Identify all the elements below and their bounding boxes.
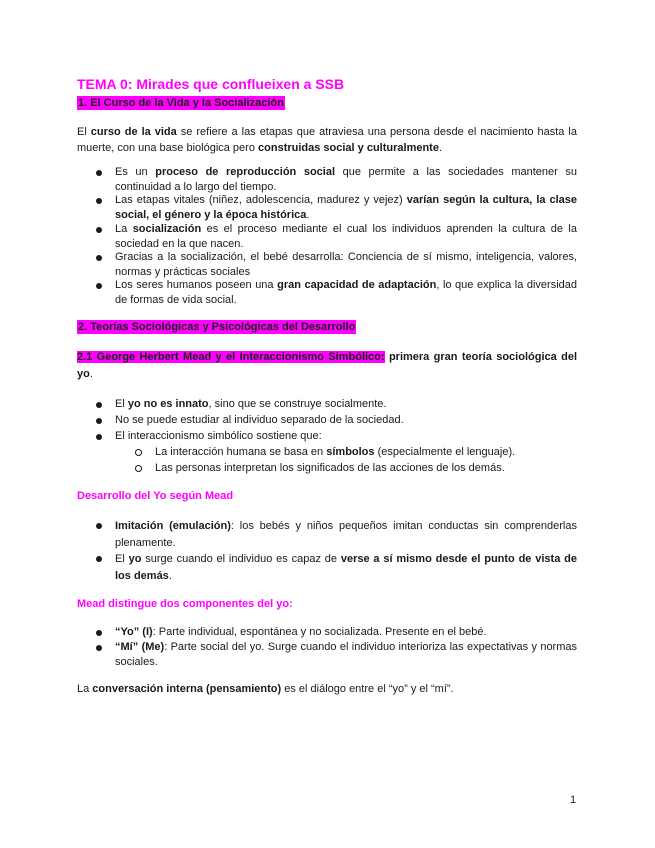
bullet-icon xyxy=(96,434,102,440)
section-1-heading: 1. El Curso de la Vida y la Socialización xyxy=(78,97,284,109)
componentes-heading: Mead distingue dos componentes del yo: xyxy=(77,598,293,610)
bullet-icon xyxy=(96,645,102,651)
list-item: Es un proceso de reproducción social que permite a las sociedades mantener su continuidad a lo largo del tiempo. xyxy=(115,165,577,195)
list-item: “Mí” (Me): Parte social del yo. Surge cuando el individuo interioriza las expectativas y normas sociales. xyxy=(115,640,577,670)
list-item: El yo surge cuando el individuo es capaz de verse a sí mismo desde el punto de vista de los demás. xyxy=(115,551,577,585)
bullet-icon xyxy=(96,402,102,408)
list-item: Imitación (emulación): los bebés y niños pequeños imitan conductas sin comprenderlas plenamente. xyxy=(115,518,577,552)
sub-list-item: Las personas interpretan los significados de las acciones de los demás. xyxy=(155,461,575,476)
section-2-heading: 2. Teorías Sociológicas y Psicológicas del Desarrollo xyxy=(78,321,356,333)
document-title: TEMA 0: Mirades que conflueixen a SSB xyxy=(77,76,345,92)
list-item: Los seres humanos poseen una gran capacidad de adaptación, lo que explica la diversidad de formas de vida social. xyxy=(115,278,577,308)
list-item: Gracias a la socialización, el bebé desarrolla: Conciencia de sí mismo, inteligencia, valores, normas y prácticas sociales xyxy=(115,250,577,280)
desarrollo-heading: Desarrollo del Yo según Mead xyxy=(77,490,234,502)
bullet-icon xyxy=(96,630,102,636)
list-item: “Yo” (I): Parte individual, espontánea y no socializada. Presente en el bebé. xyxy=(115,625,577,640)
bullet-icon xyxy=(96,283,102,289)
bullet-icon xyxy=(96,418,102,424)
list-item: El interaccionismo simbólico sostiene que: xyxy=(115,429,577,444)
bullet-icon xyxy=(96,170,102,176)
bullet-icon xyxy=(96,523,102,529)
bullet-icon xyxy=(96,227,102,233)
list-item: No se puede estudiar al individuo separado de la sociedad. xyxy=(115,413,577,428)
sub-list-item: La interacción humana se basa en símbolos (especialmente el lenguaje). xyxy=(155,445,575,460)
circle-bullet-icon xyxy=(135,465,142,472)
closing-paragraph: La conversación interna (pensamiento) es el diálogo entre el “yo” y el “mí”. xyxy=(77,683,454,695)
subsection-2-1-highlight: 2.1 George Herbert Mead y el Interaccionismo Simbólico: xyxy=(77,351,385,363)
circle-bullet-icon xyxy=(135,449,142,456)
subsection-2-1-heading: 2.1 George Herbert Mead y el Interaccionismo Simbólico: primera gran teoría sociológica del yo. xyxy=(77,351,577,380)
page-number: 1 xyxy=(570,794,577,806)
list-item: El yo no es innato, sino que se construye socialmente. xyxy=(115,397,577,412)
list-item: La socialización es el proceso mediante el cual los individuos aprenden la cultura de la sociedad en la que nacen. xyxy=(115,222,577,252)
bullet-icon xyxy=(96,556,102,562)
bullet-icon xyxy=(96,198,102,204)
list-item: Las etapas vitales (niñez, adolescencia, madurez y vejez) varían según la cultura, la clase social, el género y la época histórica. xyxy=(115,193,577,223)
bullet-icon xyxy=(96,255,102,261)
intro-paragraph: El curso de la vida se refiere a las etapas que atraviesa una persona desde el nacimiento hasta la muerte, con una base biológica pero construidas social y culturalmente. xyxy=(77,126,577,154)
